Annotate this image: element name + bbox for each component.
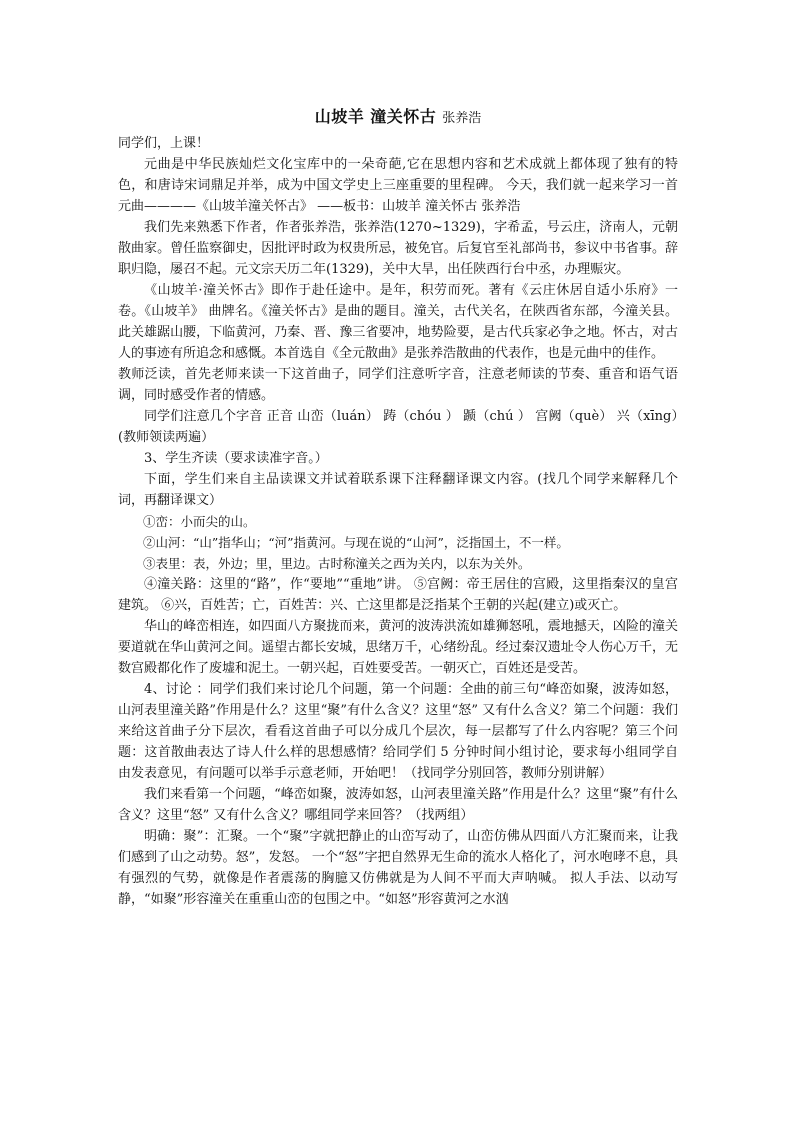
document-title: 山坡羊 潼关怀古: [314, 107, 437, 126]
note-item-1: ①峦：小而尖的山。: [143, 514, 256, 529]
paragraph-intro: 元曲是中华民族灿烂文化宝库中的一朵奇葩,它在思想内容和艺术成就上都体现了独有的特色，和唐诗宋词鼎足并举，成为中国文学史上三座重要的里程碑。 今天，我们就一起来学习一首元曲————《山坡羊潼关怀古》 ——板书：山坡羊 潼关怀古 张养浩: [118, 157, 678, 214]
paragraph-background: 《山坡羊·潼关怀古》即作于赴任途中。是年，积劳而死。著有《云庄休居自适小乐府》一卷。《山坡羊》 曲牌名。《潼关怀古》是曲的题目。潼关，古代关名，在陕西省东部，今潼关县。此关雄踞山腰，下临黄河，乃秦、晋、豫三省要冲，地势险要，是古代兵家必争之地。怀古，对古人的事迹有所追念和感慨。本首选自《全元散曲》是张养浩散曲的代表作，也是元曲中的佳作。: [118, 283, 678, 361]
note-item-2: ②山河：“山”指华山；“河”指黄河。与现在说的“山河”，泛指国土，不一样。: [143, 535, 569, 550]
title-line: [118, 104, 678, 130]
paragraph-author-bio: 我们先来熟悉下作者，作者张养浩，张养浩(1270~1329)，字希孟，号云庄，济南人，元朝散曲家。曾任监察御史，因批评时政为权贵所忌，被免官。后复官至礼部尚书，参议中书省事。辞职归隐，屡召不起。元文宗天历二年(1329)，关中大旱，出任陕西行台中丞，办理赈灾。: [118, 220, 678, 277]
note-item-4-6: ④潼关路：这里的“路”，作“要地”“重地”讲。 ⑤宫阙：帝王居住的宫殿，这里指秦汉的皇宫建筑。 ⑥兴，百姓苦；亡，百姓苦：兴、亡这里都是泛指某个王朝的兴起(建立)或灭亡。: [118, 577, 678, 613]
document-page: [118, 104, 678, 910]
paragraph-answer: 明确：聚”：汇聚。一个“聚”字就把静止的山峦写动了，山峦仿佛从四面八方汇聚而来，让我们感到了山之动势。怒”，发怒。 一个“怒”字把自然界无生命的流水人格化了，河水咆哮不息，具有强烈的气势，就像是作者震荡的胸臆又仿佛就是为人间不平而大声呐喊。 拟人手法、以动写静，“如聚”形容潼关在重重山峦的包围之中。“如怒”形容黄河之水汹: [118, 829, 678, 907]
paragraph-question-one: 我们来看第一个问题，“峰峦如聚，波涛如怒，山河表里潼关路”作用是什么？这里“聚”有什么含义？这里“怒” 又有什么含义？哪组同学来回答？（找两组）: [118, 787, 678, 823]
paragraph-student-reading: 3、学生齐读（要求读准字音。）: [144, 451, 328, 466]
paragraph-discussion: 4、讨论 ：同学们我们来讨论几个问题，第一个问题：全曲的前三句“峰峦如聚，波涛如怒，山河表里潼关路”作用是什么？这里“聚”有什么含义？这里“怒” 又有什么含义？第二个问题：我们来给这首曲子分下层次，看看这首曲子可以分成几个层次，每一层都写了什么内容呢？第三个问题：这首散曲表达了诗人什么样的思想感情？给同学们 5 分钟时间小组讨论，要求每小组同学自由发表意见，有问题可以举手示意老师，开始吧！（找同学分别回答，教师分别讲解）: [118, 682, 678, 781]
paragraph-pronunciation: 同学们注意几个字音 正音 山峦（luán） 踌（chóu ） 踬（chú ） 宫阙（què） 兴（xīng）(教师领读两遍）: [118, 409, 678, 445]
paragraph-greeting: 同学们，上课！: [118, 136, 210, 151]
note-item-3: ③表里：表，外边；里，里边。古时称潼关之西为关内，以东为关外。: [143, 556, 531, 571]
paragraph-teacher-reading: 教师泛读，首先老师来读一下这首曲子，同学们注意听字音，注意老师读的节奏、重音和语气语调，同时感受作者的情感。: [118, 367, 678, 403]
document-author: 张养浩: [442, 111, 482, 126]
paragraph-translation-task: 下面，学生们来自主品读课文并试着联系课下注释翻译课文内容。(找几个同学来解释几个词，再翻译课文）: [118, 472, 678, 508]
paragraph-translation: 华山的峰峦相连，如四面八方聚拢而来，黄河的波涛洪流如雄狮怒吼，震地撼天，凶险的潼关要道就在华山黄河之间。遥望古都长安城，思绪万千，心绪纷乱。经过秦汉遗址令人伤心万千，无数宫殿都化作了废墟和泥土。一朝兴起，百姓要受苦。一朝灭亡，百姓还是受苦。: [118, 619, 678, 676]
